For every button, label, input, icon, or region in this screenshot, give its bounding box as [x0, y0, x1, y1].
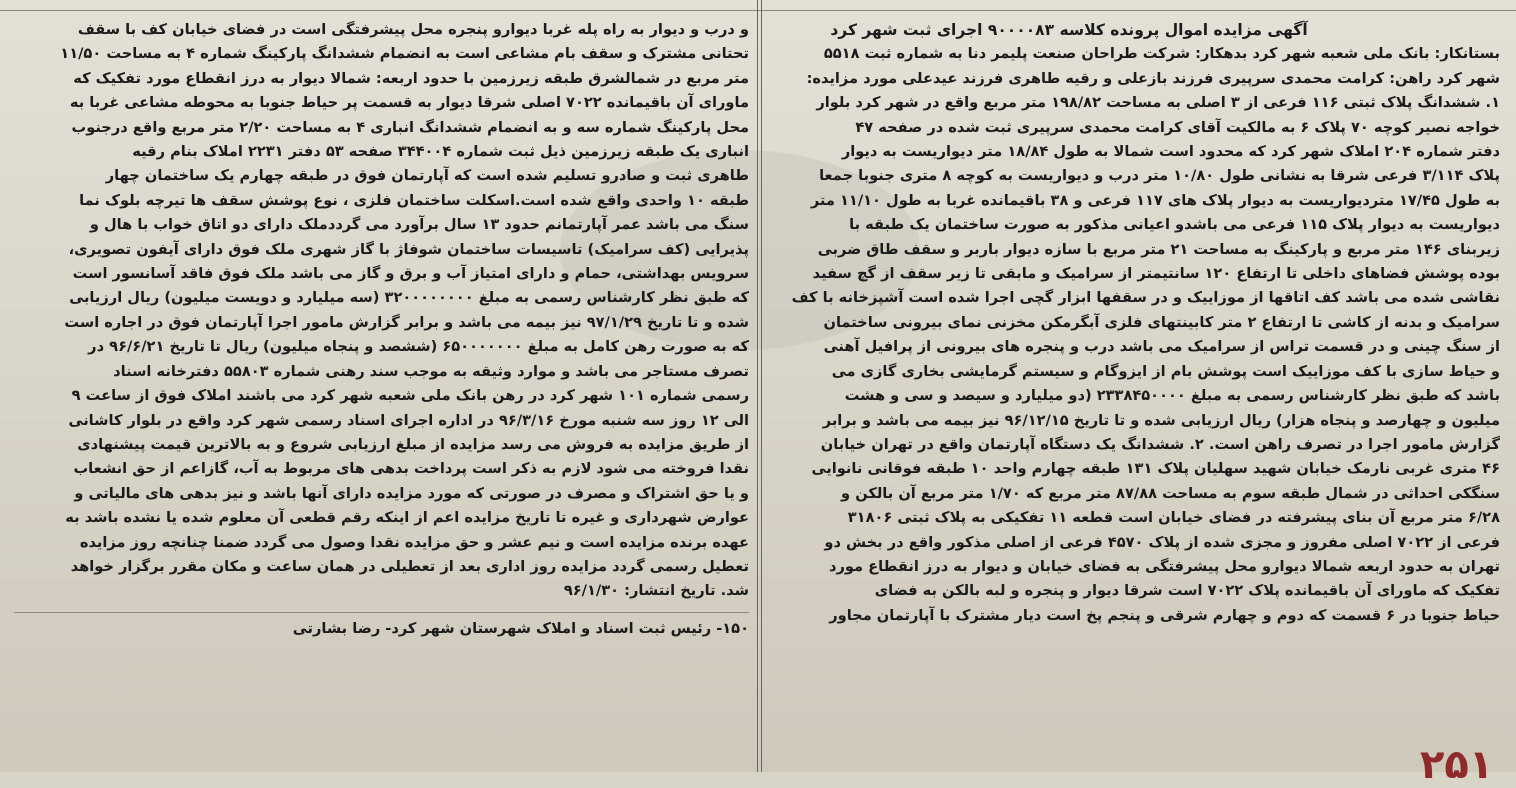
column-divider: [757, 0, 762, 772]
text-line: زیربنای ۱۴۶ متر مربع و پارکینگ به مساحت ۲۱ متر مربع با سازه دیوار باربر و سقف طاق ضربی: [817, 240, 1500, 258]
handwritten-page-number: ۲۵۱: [1420, 742, 1494, 788]
text-line: دیواریست به دیوار پلاک ۱۱۵ فرعی می باشدو اعیانی مذکور به صورت ساختمان یک طبقه با: [849, 216, 1500, 234]
text-line: پلاک ۳/۱۱۴ فرعی شرقا به نشانی طول ۱۰/۸۰ متر درب و دیواریست به کوچه ۸ متری جنوبا جمعا: [819, 167, 1500, 185]
text-line: سنگ می باشد عمر آپارتمانم حدود ۱۳ سال برآورد می گرددملک دارای دو اتاق خواب با هال و: [89, 216, 749, 234]
text-line: متر مربع در شمالشرق طبقه زیرزمین با حدود اربعه: شمالا دیوار به درز انقطاع مورد تفکیک که: [73, 69, 749, 87]
left-column: [14, 18, 749, 641]
text-line: طبقه ۱۰ واحدی واقع شده است.اسکلت ساختمان فلزی ، نوع پوشش سقف ها تیرچه بلوک نما: [79, 191, 749, 209]
text-line: تصرف مستاجر می باشد و موارد وثیقه به موجب سند رهنی شماره ۵۵۸۰۳ دفترخانه اسناد: [113, 362, 749, 380]
text-line: از سنگ چینی و در قسمت تراس از سرامیک می باشد درب و پنجره های بیرونی از پرافیل آهنی: [823, 338, 1500, 356]
text-line: از طریق مزایده به فروش می رسد مزایده از مبلغ ارزیابی شروع و به بالاترین قیمت پیشنهادی: [77, 435, 749, 453]
text-line: نقدا فروخته می شود لازم به ذکر است پرداخت بدهی های مربوط به آب، گازاعم از حق انشعاب: [73, 460, 749, 478]
text-line: تفکیک که ماورای آن باقیمانده پلاک ۷۰۲۲ است شرقا دیوار و پنجره و لبه بالکن به فضای: [874, 582, 1500, 600]
text-line: نقاشی شده می باشد کف اتاقها از موزاییک و در سقفها ابزار گچی اجرا شده است آشپزخانه با کف: [791, 289, 1500, 307]
text-line: رسمی شماره ۱۰۱ شهر کرد در رهن بانک ملی شعبه شهر کرد می باشند املاک فوق از ساعت ۹: [71, 387, 749, 405]
text-line: ۶/۲۸ متر مربع آن بنای پیشرفته در فضای خیابان است قطعه ۱۱ تفکیکی به پلاک ثبتی ۳۱۸۰۶: [847, 509, 1500, 527]
text-line: و حیاط سازی با کف موزاییک است پوشش بام از ایزوگام و سیستم گرمایشی بخاری گازی می: [831, 362, 1500, 380]
text-line: شده و تا تاریخ ۹۷/۱/۲۹ نیز بیمه می باشد و برابر گزارش مامور اجرا آپارتمان فوق در اجاره است: [64, 313, 749, 331]
text-line: انباری یک طبقه زیرزمین ذیل ثبت شماره ۳۴۴۰۰۴ صفحه ۵۳ دفتر ۲۲۳۱ املاک بنام رقیه: [132, 143, 749, 161]
text-line: دفتر شماره ۲۰۴ املاک شهر کرد که محدود است شمالا به طول ۱۸/۸۴ متر دیواریست به دیوار: [841, 143, 1500, 161]
text-line: که به صورت رهن کامل به مبلغ ۶۵۰۰۰۰۰۰۰ (ششصد و پنجاه میلیون) ریال تا تاریخ ۹۶/۶/۲۱ در: [88, 338, 749, 356]
text-line: گزارش مامور اجرا در تصرف راهن است. ۲. ششدانگ یک دستگاه آپارتمان واقع در تهران خیابان: [820, 435, 1500, 453]
text-line: باشد که طبق نظر کارشناس رسمی به مبلغ ۲۳۳۸۴۵۰۰۰۰ (دو میلیارد و سیصد و سی و هشت: [844, 387, 1500, 405]
text-line: تعطیل رسمی گردد مزایده روز اداری بعد از تعطیلی در همان ساعت و مکان مقرر برگزار خواهد: [70, 557, 749, 575]
text-line: شد. تاریخ انتشار: ۹۶/۱/۳۰: [563, 582, 749, 600]
text-line: ۴۶ متری غربی نارمک خیابان شهید سهلیان پلاک ۱۳۱ طبقه چهارم واحد ۱۰ طبقه فوقانی نانوایی: [811, 460, 1500, 478]
right-column-text: [768, 42, 1500, 628]
text-line: تهران به حدود اربعه شمالا دیوارو محل پیشرفتگی به فضای خیابان و دیوار به درز انقطاع مورد: [829, 557, 1500, 575]
text-line: ماورای آن باقیمانده ۷۰۲۲ اصلی شرقا دیوار به قسمت پر حیاط جنوبا به محوطه مشاعی غربا به: [69, 94, 749, 112]
text-line: فرعی از ۷۰۲۲ اصلی مفروز و مجزی شده از پلاک ۴۵۷۰ فرعی از اصلی مذکور واقع در بخش دو: [824, 533, 1500, 551]
text-line: شهر کرد راهن: کرامت محمدی سرپیری فرزند بازعلی و رقیه طاهری فرزند عیدعلی مورد مزایده:: [806, 69, 1500, 87]
text-line: پذیرایی (کف سرامیک) تاسیسات ساختمان شوفاژ با گاز شهری ملک فوق دارای آیفون تصویری،: [68, 240, 749, 258]
text-line: ۱. ششدانگ پلاک ثبتی ۱۱۶ فرعی از ۳ اصلی به مساحت ۱۹۸/۸۲ متر مربع واقع در شهر کرد بلوار: [816, 94, 1500, 112]
text-line: میلیون و چهارصد و پنجاه هزار) ریال ارزیابی شده و تا تاریخ ۹۶/۱۲/۱۵ نیز بیمه می باشد و برابر: [822, 411, 1500, 429]
text-line: سرامیک و بدنه از کاشی تا ارتفاع ۲ متر کابینتهای فلزی آبگرمکن مخزنی نمای بیرونی ساختمان: [823, 313, 1500, 331]
text-line: خواجه نصیر کوچه ۷۰ پلاک ۶ به مالکیت آقای کرامت محمدی سرپیری ثبت شده در صفحه ۴۷: [855, 118, 1500, 136]
text-line: الی ۱۲ روز سه شنبه مورخ ۹۶/۳/۱۶ در اداره اجرای اسناد رسمی شهر کرد واقع در بلوار کاشانی: [68, 411, 749, 429]
text-line: عهده برنده مزایده است و نیم عشر و حق مزایده نقدا وصول می گردد ضمنا چنانچه روز مزایده: [79, 533, 749, 551]
text-line: تحتانی مشترک و سقف بام مشاعی است به انضمام ششدانگ پارکینگ شماره ۴ به مساحت ۱۱/۵۰: [60, 45, 749, 63]
text-line: طاهری ثبت و صادرو تسلیم شده است که آپارتمان فوق در طبقه چهارم یک ساختمان چهار: [105, 167, 749, 185]
text-line: و درب و دیوار به راه پله غربا دیوارو پنجره محل پیشرفتگی است در فضای خیابان کف با سقف: [77, 21, 749, 38]
text-line: سنگکی احداثی در شمال طبقه سوم به مساحت ۸۷/۸۸ متر مربع که ۱/۷۰ متر مربع آن بالکن و: [841, 484, 1500, 502]
right-column: [768, 18, 1500, 628]
text-line: و یا حق اشتراک و مصرف در صورتی که مورد مزایده دارای آنها باشد و نیز بدهی های مالیاتی و: [74, 484, 749, 502]
notice-title: آگهی مزایده اموال پرونده کلاسه ۹۰۰۰۰۸۳ اجرای ثبت شهر کرد: [830, 21, 1308, 39]
text-line: بستانکار: بانک ملی شعبه شهر کرد بدهکار: شرکت طراحان صنعت پلیمر دنا به شماره ثبت ۵۵۱۸: [823, 45, 1500, 63]
text-line: بوده پوشش فضاهای داخلی تا ارتفاع ۱۲۰ سانتیمتر از سرامیک و مابقی تا زیر سقف از گچ سفید: [812, 265, 1500, 283]
text-line: محل پارکینگ شماره سه و به انضمام ششدانگ انباری ۴ به مساحت ۲/۲۰ متر مربع واقع درجنوب: [71, 118, 749, 136]
left-column-text: [14, 18, 749, 604]
text-line: که طبق نظر کارشناس رسمی به مبلغ ۳۲۰۰۰۰۰۰۰۰ (سه میلیارد و دویست میلیون) ریال ارزیابی: [69, 289, 749, 307]
text-line: سرویس بهداشتی، حمام و دارای امتیاز آب و برق و گاز می باشد ملک فوق فاقد آسانسور است: [72, 265, 749, 283]
text-line: عوارض شهرداری و غیره تا تاریخ مزایده اعم از اینکه رقم قطعی آن معلوم شده یا نشده باشد به: [65, 509, 749, 527]
text-line: حیاط جنوبا در ۶ قسمت که دوم و چهارم شرقی و پنجم پخ است دیار مشترک با آپارتمان مجاور: [829, 606, 1500, 624]
text-line: به طول ۱۷/۴۵ متردیواریست به دیوار پلاک های ۱۱۷ فرعی و ۳۸ باقیمانده غربا به طول ۱۱/۱۰ متر: [810, 191, 1500, 209]
signature-line: ۱۵۰- رئیس ثبت اسناد و املاک شهرستان شهر کرد- رضا بشارتی: [14, 612, 749, 641]
